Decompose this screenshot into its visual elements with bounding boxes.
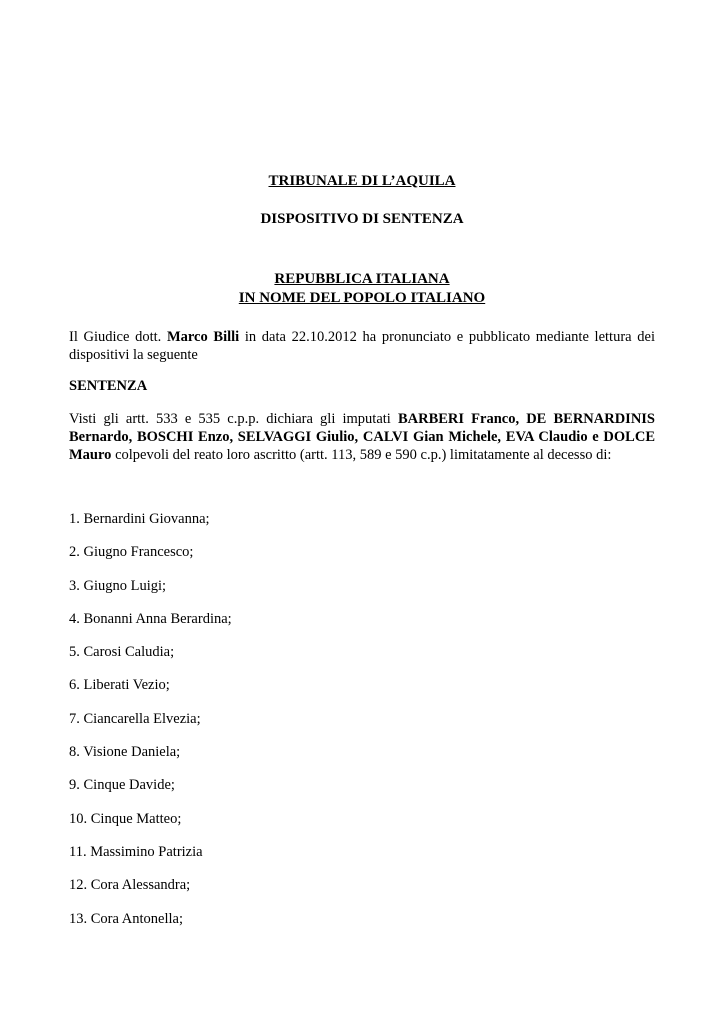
victims-list bbox=[69, 510, 232, 943]
list-item: 6. Liberati Vezio; bbox=[69, 677, 170, 694]
republic-heading: REPUBBLICA ITALIANA bbox=[274, 271, 450, 287]
in-name-of-heading: IN NOME DEL POPOLO ITALIANO bbox=[238, 290, 486, 306]
court-heading: TRIBUNALE DI L’AQUILA bbox=[268, 173, 456, 189]
intro-paragraph bbox=[69, 328, 655, 364]
list-item: 5. Carosi Caludia; bbox=[69, 644, 175, 661]
list-item: 13. Cora Antonella; bbox=[69, 910, 183, 927]
list-item: 8. Visione Daniela; bbox=[69, 744, 181, 761]
judge-name: Marco Billi bbox=[166, 329, 240, 345]
list-item: 1. Bernardini Giovanna; bbox=[69, 511, 210, 527]
verdict-text-end: colpevoli del reato loro ascritto (artt. 113, 589 e 590 c.p.) limitatamente al decesso di: bbox=[111, 447, 612, 463]
verdict-text-start: Visti gli artt. 533 e 535 c.p.p. dichiara gli imputati bbox=[69, 411, 398, 427]
document-type-heading: DISPOSITIVO DI SENTENZA bbox=[260, 211, 464, 227]
list-item: 11. Massimino Patrizia bbox=[69, 843, 203, 860]
defendants-list: BARBERI Franco, DE BERNARDINIS Bernardo, BOSCHI Enzo, SELVAGGI Giulio, CALVI Gian Michele, EVA Claudio e DOLCE Mauro bbox=[69, 411, 655, 463]
list-item: 7. Ciancarella Elvezia; bbox=[69, 710, 201, 727]
verdict-paragraph bbox=[69, 410, 655, 464]
intro-text-start: Il Giudice dott. bbox=[69, 329, 167, 345]
intro-text-end: in data 22.10.2012 ha pronunciato e pubblicato mediante lettura dei dispositivi la seguente bbox=[69, 329, 655, 363]
list-item: 4. Bonanni Anna Berardina; bbox=[69, 610, 232, 627]
list-item: 3. Giugno Luigi; bbox=[69, 577, 167, 594]
list-item: 12. Cora Alessandra; bbox=[69, 877, 191, 894]
list-item: 9. Cinque Davide; bbox=[69, 777, 175, 794]
list-item: 2. Giugno Francesco; bbox=[69, 544, 194, 561]
sentence-label: SENTENZA bbox=[69, 378, 148, 394]
list-item: 10. Cinque Matteo; bbox=[69, 810, 182, 827]
